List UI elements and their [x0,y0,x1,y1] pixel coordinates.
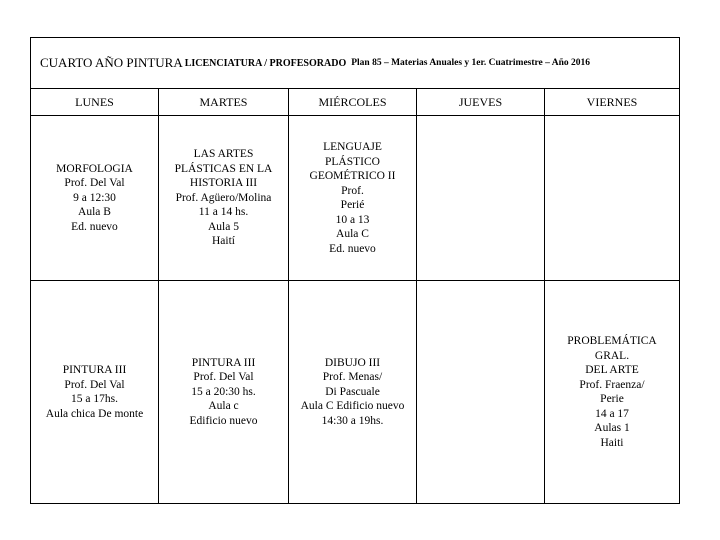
class-text-line: Prof. Del Val [64,177,125,190]
class-text-line: Ed. nuevo [71,220,118,233]
title-rest: Plan 85 – Materias Anuales y 1er. Cuatrimestre – Año 2016 [351,58,591,68]
class-text-line: 9 a 12:30 [73,191,116,204]
class-text-line: Aula C [336,228,369,240]
class-text-line: PLÁSTICAS EN LA [174,162,273,175]
class-text-line: 15 a 20:30 hs. [191,385,256,398]
class-text-line: PINTURA III [62,364,127,376]
class-text-line: LAS ARTES [193,148,254,161]
class-cell [417,281,545,503]
class-text-line: GRAL. [594,349,630,362]
class-text-line: Aula B [78,206,111,219]
day-header-viernes: VIERNES [545,89,679,116]
class-text-line: Ed. nuevo [329,242,376,255]
class-text-line: Aula C Edificio nuevo [300,400,405,413]
class-text-line: 10 a 13 [335,213,370,226]
class-text-line: PLÁSTICO [325,155,380,168]
class-cell [545,116,679,281]
class-text-line: GEOMÉTRICO II [309,170,396,182]
class-text-line: Prof. Menas/ [322,371,383,384]
class-cell [31,281,159,503]
class-text-line: DIBUJO III [324,356,381,369]
class-text-line: LENGUAJE [323,141,382,153]
title-main: CUARTO AÑO PINTURA [40,55,183,70]
class-cell [159,281,289,503]
class-text-line: DEL ARTE [585,364,639,376]
day-header-miercoles: MIÉRCOLES [289,89,417,116]
schedule-table [30,37,680,504]
table-title [31,38,679,89]
class-text-line: Aula c [208,400,239,413]
class-text-line: Aulas 1 [594,422,630,434]
day-header-martes: MARTES [159,89,289,116]
class-text-line: 15 a 17hs. [71,393,118,405]
class-text-line: Aula 5 [208,220,239,233]
class-cell [31,116,159,281]
class-text-line: Haití [212,235,235,248]
day-header-jueves: JUEVES [417,89,545,116]
class-text-line: Prof. Del Val [64,378,125,391]
class-text-line: Prof. Agüero/Molina [175,191,272,204]
class-text-line: Perié [340,199,365,211]
class-text-line: 14 a 17 [595,407,629,420]
class-text-line: Prof. Fraenza/ [579,378,645,391]
class-text-line: PROBLEMÁTICA [567,335,657,347]
title-sub: LICENCIATURA / PROFESORADO [184,57,347,69]
class-text-line: Aula chica De monte [45,407,144,420]
class-text-line: Prof. Del Val [193,371,254,384]
class-cell [289,281,417,503]
class-text-line: 14:30 a 19hs. [321,414,384,427]
class-text-line: 11 a 14 hs. [198,206,249,219]
class-text-line: Perie [600,393,624,405]
day-header-lunes: LUNES [31,89,159,116]
class-text-line: HISTORIA III [189,177,258,190]
class-cell [545,281,679,503]
schedule-grid [31,89,679,503]
class-text-line: PINTURA III [191,356,256,369]
class-cell [159,116,289,281]
class-text-line: Prof. [341,184,364,197]
class-text-line: MORFOLOGIA [56,162,133,175]
class-text-line: Edificio nuevo [189,414,258,427]
class-cell [289,116,417,281]
class-text-line: Di Pascuale [325,385,380,398]
class-text-line: Haiti [600,436,624,449]
class-cell [417,116,545,281]
